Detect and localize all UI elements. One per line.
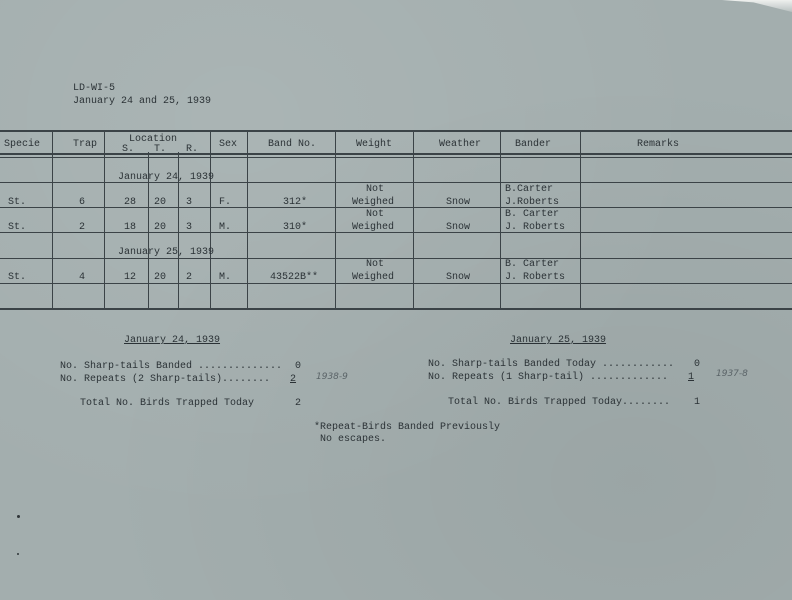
table-divider	[500, 130, 501, 310]
table-rule	[0, 283, 792, 284]
cell-specie: St.	[8, 222, 27, 233]
cell-bander: B. Carter	[505, 209, 560, 220]
cell-specie: St.	[8, 197, 27, 208]
cell-band-number: 310*	[283, 222, 308, 233]
cell-trap: 6	[79, 197, 86, 208]
summary-value: 2	[290, 374, 297, 385]
cell-weight: Not	[366, 209, 385, 220]
summary-label: No. Repeats (1 Sharp-tail) .............	[428, 372, 669, 383]
header-band-number: Band No.	[268, 139, 317, 150]
cell-weight: Weighed	[352, 197, 395, 208]
summary-heading: January 24, 1939	[124, 335, 221, 346]
cell-sex: F.	[219, 197, 232, 208]
cell-band-number: 43522B**	[270, 272, 319, 283]
cell-township: 20	[154, 272, 167, 283]
table-rule	[0, 232, 792, 233]
header-trap: Trap	[73, 139, 98, 150]
summary-value: 1	[688, 372, 695, 383]
cell-trap: 2	[79, 222, 86, 233]
cell-weather: Snow	[446, 272, 471, 283]
header-range: R.	[186, 144, 199, 155]
summary-heading: January 25, 1939	[510, 335, 607, 346]
cell-bander: B. Carter	[505, 259, 560, 270]
table-divider	[104, 130, 105, 310]
paper-speck	[17, 553, 19, 555]
summary-total-label: Total No. Birds Trapped Today........	[448, 397, 671, 408]
table-divider	[247, 130, 248, 310]
header-bander: Bander	[515, 139, 552, 150]
table-rule	[0, 153, 792, 155]
cell-bander: J.Roberts	[505, 197, 560, 208]
paper-speck	[17, 515, 20, 518]
cell-township: 20	[154, 197, 167, 208]
cell-weather: Snow	[446, 222, 471, 233]
table-divider	[413, 130, 414, 310]
header-township: T.	[154, 144, 167, 155]
paper-corner	[722, 0, 792, 12]
cell-bander: J. Roberts	[505, 272, 566, 283]
summary-total-value: 1	[694, 397, 701, 408]
header-weather: Weather	[439, 139, 482, 150]
document-date: January 24 and 25, 1939	[73, 96, 212, 107]
table-date-heading: January 24, 1939	[118, 172, 215, 183]
table-divider	[580, 130, 581, 310]
table-divider	[210, 130, 211, 310]
cell-trap: 4	[79, 272, 86, 283]
cell-range: 2	[186, 272, 193, 283]
cell-bander: J. Roberts	[505, 222, 566, 233]
cell-sex: M.	[219, 272, 232, 283]
table-divider	[52, 130, 53, 310]
cell-sex: M.	[219, 222, 232, 233]
footnote: No escapes.	[320, 434, 387, 445]
table-date-heading: January 25, 1939	[118, 247, 215, 258]
header-weight: Weight	[356, 139, 393, 150]
cell-weight: Not	[366, 259, 385, 270]
cell-weight: Weighed	[352, 222, 395, 233]
cell-section: 28	[124, 197, 137, 208]
handwritten-note: 1938-9	[316, 372, 348, 382]
summary-label: No. Repeats (2 Sharp-tails)........	[60, 374, 271, 385]
summary-label: No. Sharp-tails Banded ..............	[60, 361, 283, 372]
summary-value: 0	[694, 359, 701, 370]
cell-range: 3	[186, 222, 193, 233]
header-section: S.	[122, 144, 135, 155]
header-location: Location	[129, 134, 178, 145]
summary-total-label: Total No. Birds Trapped Today	[80, 398, 255, 409]
header-remarks: Remarks	[637, 139, 680, 150]
cell-band-number: 312*	[283, 197, 308, 208]
cell-weather: Snow	[446, 197, 471, 208]
header-sex: Sex	[219, 139, 238, 150]
cell-range: 3	[186, 197, 193, 208]
summary-label: No. Sharp-tails Banded Today ............	[428, 359, 675, 370]
cell-section: 18	[124, 222, 137, 233]
table-rule	[0, 258, 792, 259]
cell-specie: St.	[8, 272, 27, 283]
cell-weight: Weighed	[352, 272, 395, 283]
cell-township: 20	[154, 222, 167, 233]
table-rule	[0, 207, 792, 208]
cell-section: 12	[124, 272, 137, 283]
document-code: LD-WI-5	[73, 83, 116, 94]
table-rule	[0, 308, 792, 310]
table-rule	[0, 130, 792, 132]
handwritten-note: 1937-8	[716, 369, 748, 379]
cell-bander: B.Carter	[505, 184, 554, 195]
summary-total-value: 2	[295, 398, 302, 409]
summary-value: 0	[295, 361, 302, 372]
header-specie: Specie	[4, 139, 41, 150]
cell-weight: Not	[366, 184, 385, 195]
table-divider	[335, 130, 336, 310]
table-rule	[0, 157, 792, 158]
footnote: *Repeat-Birds Banded Previously	[314, 422, 501, 433]
